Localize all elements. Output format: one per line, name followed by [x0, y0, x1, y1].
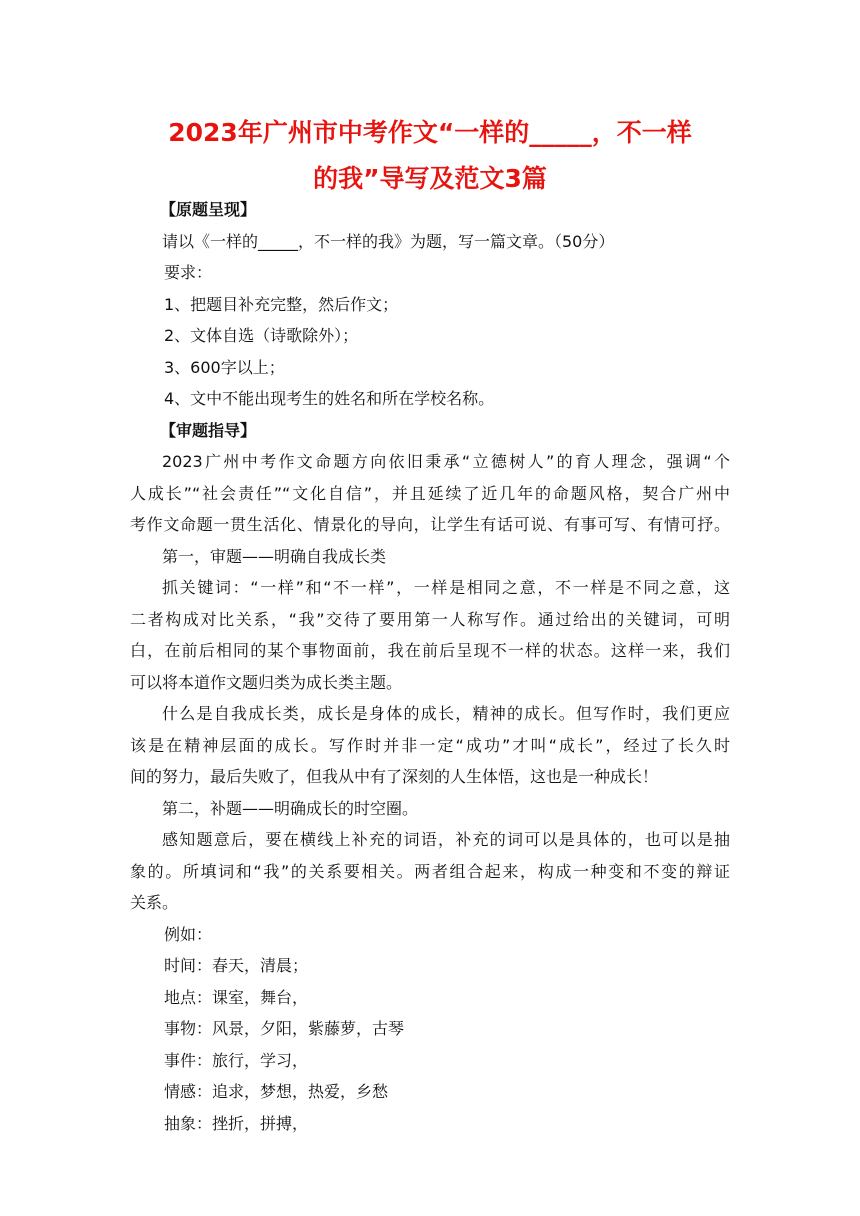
- requirement-item: 2、文体自选（诗歌除外）；: [164, 326, 359, 345]
- example-item: 时间：春天，清晨；: [164, 956, 309, 975]
- paragraph-line: 可以将本道作文题归类为成长类主题。: [130, 672, 403, 692]
- document-title: [130, 110, 730, 202]
- paragraph-line: 考作文命题一贯生活化、情景化的导向，让学生有话可说、有事可写、有情可抒。: [130, 515, 730, 534]
- requirement-item: 4、文中不能出现考生的姓名和所在学校名称。: [164, 389, 495, 408]
- document-body: [130, 194, 730, 1139]
- prompt-text: 请以《一样的_____，不一样的我》为题，写一篇文章。（50分）: [162, 231, 615, 251]
- requirements-label: 要求：: [164, 263, 213, 282]
- example-item: 情感：追求，梦想，热爱，乡愁: [164, 1082, 389, 1101]
- example-item: 事件：旅行，学习，: [164, 1050, 309, 1070]
- paragraph-line: 抓关键词：“一样”和“不一样”，一样是相同之意，不一样是不同之意，这: [162, 578, 730, 597]
- example-item: 抽象：挫折，拼搏，: [164, 1113, 309, 1133]
- paragraph-line: 人成长”“社会责任”“文化自信”，并且延续了近几年的命题风格，契合广州中: [130, 483, 730, 503]
- title-line-1: 2023年广州市中考作文“一样的_____，不一样: [168, 118, 692, 147]
- paragraph-line: 象的。所填词和“我”的关系要相关。两者组合起来，构成一种变和不变的辩证: [130, 861, 730, 881]
- paragraph-line: 间的努力，最后失败了，但我从中有了深刻的人生体悟，这也是一种成长！: [130, 767, 659, 786]
- examples-label: 例如：: [164, 924, 213, 944]
- requirement-item: 3、600字以上；: [164, 357, 285, 377]
- example-item: 事物：风景，夕阳，紫藤萝，古琴: [164, 1019, 405, 1038]
- requirement-item: 1、把题目补充完整，然后作文；: [164, 294, 399, 314]
- section-heading-original: 【原题呈现】: [160, 200, 257, 219]
- paragraph-line: 什么是自我成长类，成长是身体的成长，精神的成长。但写作时，我们更应: [162, 704, 730, 723]
- step-one-title: 第一，审题——明确自我成长类: [162, 546, 387, 566]
- example-item: 地点：课室，舞台，: [164, 987, 309, 1007]
- paragraph-line: 二者构成对比关系，“我”交待了要用第一人称写作。通过给出的关键词，可明: [130, 609, 730, 629]
- step-two-title: 第二，补题——明确成长的时空圈。: [162, 798, 419, 818]
- title-line-2: 的我”导写及范文3篇: [313, 164, 547, 193]
- paragraph-line: 感知题意后，要在横线上补充的词语，补充的词可以是具体的，也可以是抽: [162, 830, 730, 849]
- paragraph-line: 该是在精神层面的成长。写作时并非一定“成功”才叫“成长”，经过了长久时: [130, 735, 730, 755]
- paragraph-line: 白，在前后相同的某个事物面前，我在前后呈现不一样的状态。这样一来，我们: [130, 641, 730, 660]
- paragraph-line: 关系。: [130, 893, 179, 912]
- paragraph-line: 2023广州中考作文命题方向依旧秉承“立德树人”的育人理念，强调“个: [162, 452, 730, 471]
- section-heading-guide: 【审题指导】: [160, 420, 257, 440]
